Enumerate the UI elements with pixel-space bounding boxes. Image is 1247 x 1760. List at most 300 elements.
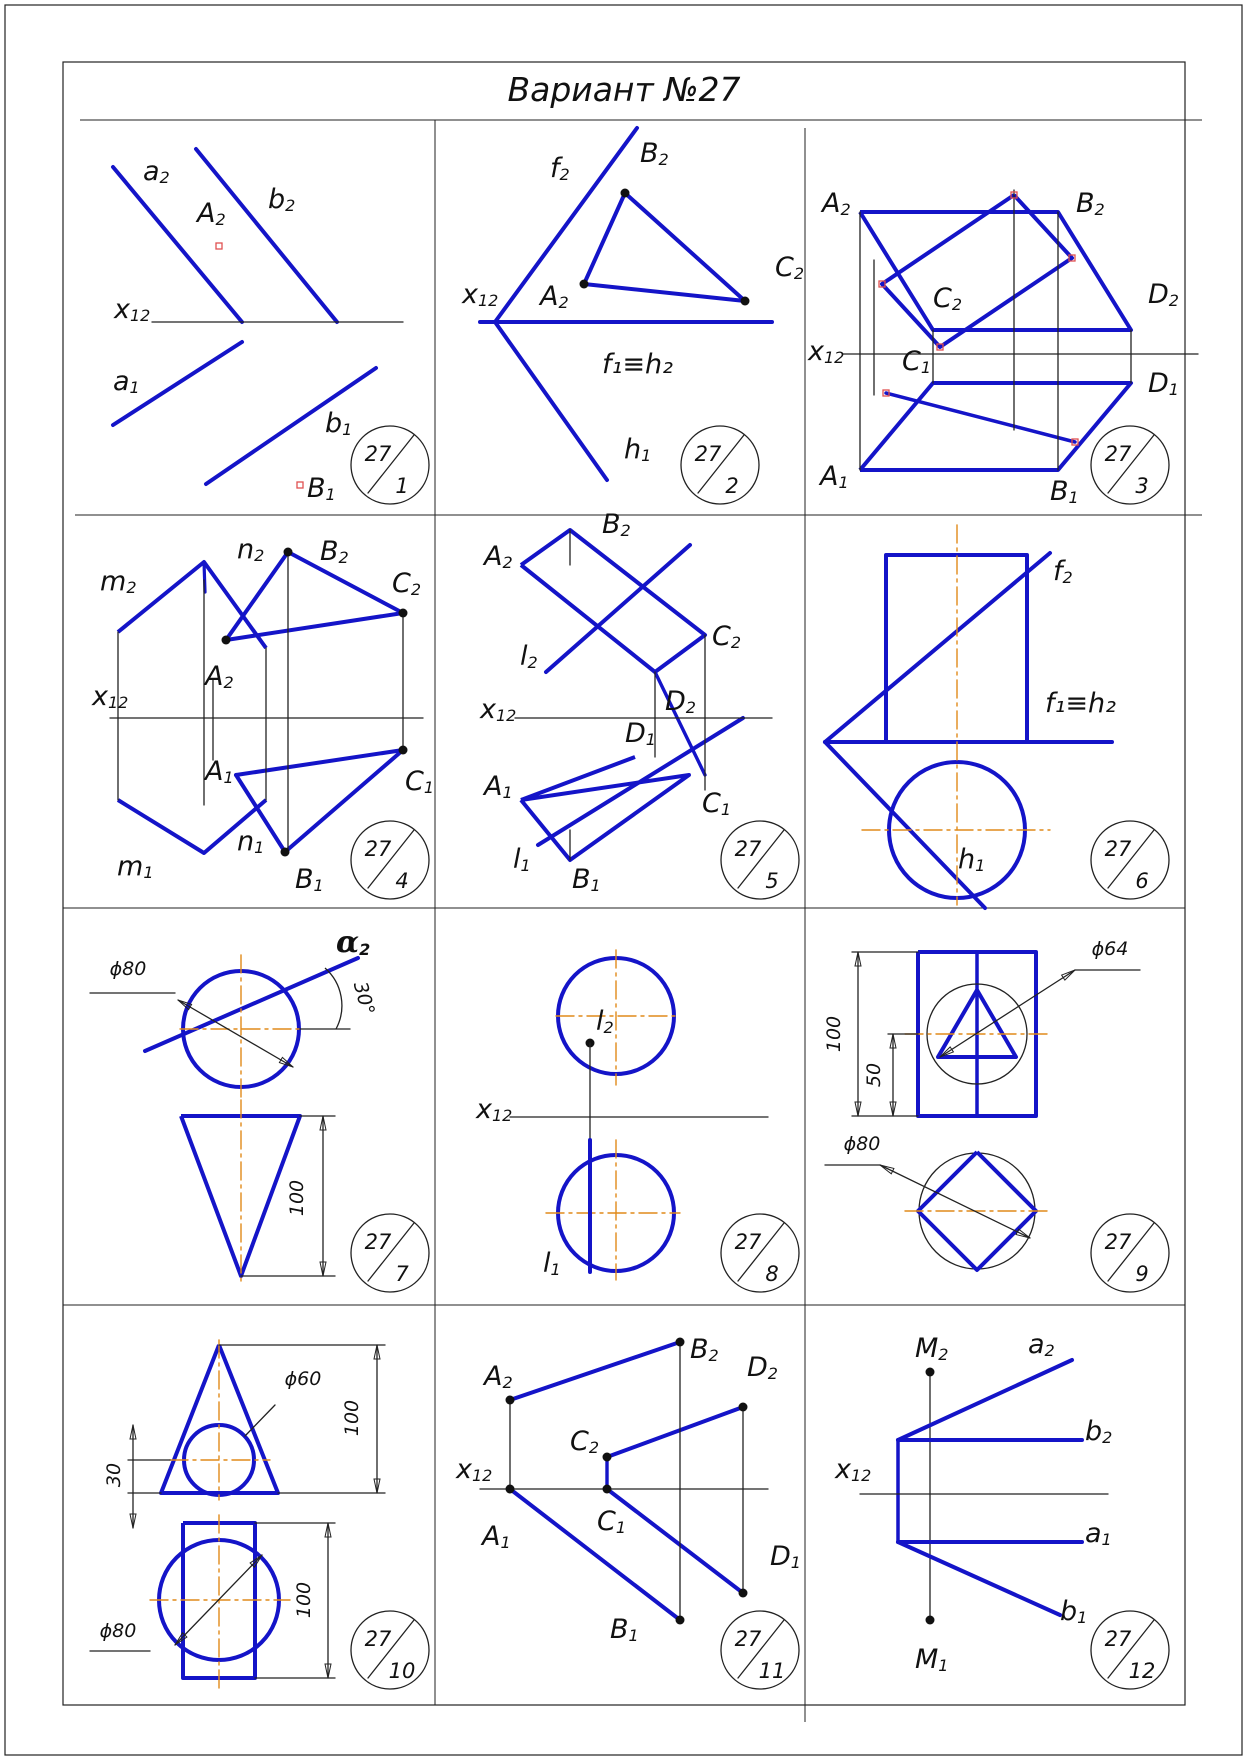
line-b2: [196, 149, 337, 322]
label-l1: [513, 844, 531, 875]
point-dot: [284, 548, 293, 557]
label-C2: [570, 1426, 599, 1457]
label-main: a: [143, 156, 160, 187]
label-subscript: 2: [1044, 1341, 1055, 1360]
line-diagonal-1: [886, 393, 1075, 442]
label-main: x: [480, 694, 496, 725]
line-m2-upper: [118, 562, 266, 648]
cell-6: [825, 525, 1169, 908]
label-subscript: 12: [477, 291, 499, 310]
label-main: h: [958, 844, 976, 875]
cell-10: [90, 1340, 429, 1690]
label-subscript: 12: [491, 1106, 513, 1125]
dimension-label-phi64: ϕ64: [1091, 938, 1129, 960]
line-a2: [898, 1360, 1072, 1440]
label-subscript: 2: [215, 210, 226, 229]
rect-ABCD-2: [521, 530, 705, 672]
label-A2: [195, 198, 226, 229]
label-h1: [624, 434, 651, 465]
label-subscript: 1: [938, 1656, 949, 1675]
label-main: f: [550, 153, 560, 184]
label-B1: [295, 864, 324, 895]
point-dot: [603, 1453, 612, 1462]
page-title: Вариант №27: [507, 70, 741, 109]
label-main: B: [602, 509, 621, 540]
angle-arc: [325, 968, 342, 1029]
label-subscript: 2: [730, 633, 742, 652]
label-main: B: [690, 1334, 709, 1365]
point-dot: [621, 189, 630, 198]
label-C1: [405, 766, 434, 797]
label-subscript: 1: [790, 1553, 801, 1572]
label-a2: [1028, 1329, 1055, 1360]
variant-stamp-4: [351, 821, 429, 899]
label-subscript: 2: [558, 293, 569, 312]
label-subscript: 2: [126, 578, 137, 597]
axis-label-x12: [834, 1454, 871, 1485]
label-main: B: [1050, 476, 1069, 507]
variant-stamp-1: [351, 426, 429, 504]
point-dot: [741, 297, 750, 306]
line-f2: [825, 553, 1050, 742]
point-dot: [399, 746, 408, 755]
label-l1: [543, 1248, 561, 1279]
label-main: A: [197, 198, 216, 229]
rect-rotated-2: [882, 195, 1072, 347]
label-main: h: [624, 434, 642, 465]
label-subscript: 12: [129, 306, 151, 325]
label-subscript: 1: [143, 863, 154, 882]
axis-label-x12: [807, 336, 844, 367]
label-subscript: 2: [588, 1438, 600, 1457]
stamp-variant: 27: [1104, 1627, 1132, 1651]
label-B1: [572, 864, 601, 895]
label-subscript: 1: [423, 778, 435, 797]
label-subscript: 2: [708, 1346, 719, 1365]
label-B1: [307, 473, 336, 504]
label-subscript: 1: [325, 485, 336, 504]
cell-7: [90, 925, 429, 1292]
stamp-number: 3: [1135, 474, 1149, 498]
label-main: l: [543, 1248, 551, 1279]
stamp-number: 1: [395, 474, 409, 498]
label-subscript: 2: [1168, 291, 1179, 310]
label-main: C: [775, 252, 794, 283]
variant-stamp-10: [351, 1611, 429, 1689]
point-dot: [281, 848, 290, 857]
line-n2: [226, 552, 288, 640]
cell-3: [807, 188, 1198, 507]
label-main: B: [640, 138, 659, 169]
stamp-number: 7: [395, 1262, 409, 1286]
label-subscript: 1: [641, 446, 652, 465]
label-alpha2: [336, 925, 370, 960]
label-l2: [520, 641, 538, 672]
triangle-ABC-2: [584, 193, 745, 301]
axis-label-x12: [113, 294, 150, 325]
arrow-head: [1016, 1229, 1030, 1238]
label-main: a: [1028, 1329, 1045, 1360]
label-subscript: 1: [502, 783, 513, 802]
variant-stamp-3: [1091, 426, 1169, 504]
label-main: B: [295, 864, 314, 895]
line-C2D2: [607, 1407, 743, 1457]
label-B2: [320, 536, 349, 567]
label-subscript: 1: [1068, 488, 1079, 507]
stamp-number: 5: [765, 869, 779, 893]
label-main: x: [92, 681, 108, 712]
dimension-label-d100: 100: [823, 1015, 845, 1053]
label-D2: [1148, 279, 1179, 310]
label-B2: [640, 138, 669, 169]
label-subscript: 2: [951, 295, 963, 314]
label-main: l: [520, 641, 528, 672]
label-subscript: 1: [520, 856, 531, 875]
label-C2: [775, 252, 804, 283]
label-f2: [1053, 556, 1073, 587]
label-main: M: [915, 1644, 939, 1675]
label-f1h2: [602, 349, 673, 380]
line-A2B2: [510, 1342, 680, 1400]
label-main: b: [1085, 1416, 1103, 1447]
label-subscript: 1: [342, 420, 353, 439]
label-D2: [665, 686, 696, 717]
label-f1h2: [1045, 688, 1116, 719]
arrow-head: [880, 1165, 894, 1174]
cell-2: [461, 128, 804, 504]
line-h1: [495, 322, 607, 480]
label-subscript: 2: [410, 580, 422, 599]
label-D1: [770, 1541, 801, 1572]
label-C1: [702, 788, 731, 819]
label-subscript: 12: [823, 348, 845, 367]
label-A2: [482, 541, 513, 572]
variant-stamp-11: [721, 1611, 799, 1689]
label-subscript: 2: [159, 168, 170, 187]
point-dot: [506, 1396, 515, 1405]
label-subscript: 2: [285, 196, 296, 215]
stamp-number: 9: [1135, 1262, 1149, 1286]
cell-1: [113, 149, 429, 504]
label-subscript: 12: [495, 706, 517, 725]
label-subscript: 1: [1168, 380, 1179, 399]
label-subscript: 2: [502, 553, 513, 572]
point-dot: [222, 636, 231, 645]
point-A2: [216, 243, 222, 249]
label-subscript: 1: [500, 1533, 511, 1552]
label-main: C: [712, 621, 731, 652]
dimension-label-d50: 50: [863, 1062, 885, 1088]
cell-5: [479, 509, 799, 899]
cell-9: [823, 938, 1169, 1292]
label-main: A: [540, 281, 559, 312]
label-b2: [1085, 1416, 1112, 1447]
label-main: A: [484, 541, 503, 572]
axis-label-x12: [475, 1094, 512, 1125]
label-C2: [933, 283, 962, 314]
label-main: α: [336, 925, 360, 960]
label-main: A: [484, 771, 503, 802]
label-main: C: [933, 283, 952, 314]
stamp-variant: 27: [734, 1230, 762, 1254]
dimension-label-phi60: ϕ60: [284, 1368, 322, 1390]
label-B2: [602, 509, 631, 540]
point-dot: [739, 1589, 748, 1598]
dimension-label-phi80: ϕ80: [99, 1620, 137, 1642]
label-main: b: [268, 184, 286, 215]
dimension-label-ang: 30°: [348, 979, 379, 1018]
label-subscript: 2: [658, 150, 669, 169]
stamp-number: 10: [388, 1659, 416, 1683]
point-dot: [676, 1616, 685, 1625]
label-C1: [597, 1506, 626, 1537]
label-main: f₁≡h₂: [602, 349, 673, 380]
label-B2: [1076, 188, 1105, 219]
line-A1B1: [510, 1489, 680, 1620]
point-M2: [926, 1368, 935, 1377]
dimension-label-phi80: ϕ80: [109, 958, 147, 980]
dimension-label-d100b: 100: [293, 1581, 315, 1619]
dimension-label-d100: 100: [286, 1179, 308, 1217]
label-main: f₁≡h₂: [1045, 688, 1116, 719]
label-main: x: [114, 294, 130, 325]
label-n2: [237, 534, 264, 565]
label-A1: [818, 461, 849, 492]
stamp-variant: 27: [1104, 442, 1132, 466]
label-B1: [610, 1614, 639, 1645]
label-a2: [143, 156, 170, 187]
label-subscript: 2: [685, 698, 696, 717]
label-main: x: [835, 1454, 851, 1485]
label-subscript: 1: [254, 838, 265, 857]
label-main: x: [808, 336, 824, 367]
label-main: m: [117, 851, 144, 882]
label-main: C: [392, 568, 411, 599]
variant-stamp-12: [1091, 1611, 1169, 1689]
variant-stamp-7: [351, 1214, 429, 1292]
label-subscript: 2: [527, 653, 538, 672]
label-A2: [482, 1361, 513, 1392]
stamp-variant: 27: [364, 1230, 392, 1254]
stamp-number: 12: [1128, 1659, 1156, 1683]
label-subscript: 2: [1062, 568, 1073, 587]
label-main: a: [113, 366, 130, 397]
label-subscript: 12: [850, 1466, 872, 1485]
label-B2: [690, 1334, 719, 1365]
stamp-number: 8: [765, 1262, 779, 1286]
label-f2: [550, 153, 570, 184]
point-dot: [399, 609, 408, 618]
label-main: A: [822, 188, 841, 219]
dimension-label-phi80: ϕ80: [843, 1133, 881, 1155]
label-C1: [902, 346, 931, 377]
line-b1: [898, 1542, 1060, 1615]
axis-label-x12: [461, 279, 498, 310]
stamp-variant: 27: [694, 442, 722, 466]
label-subscript: 2: [840, 200, 851, 219]
label-C2: [712, 621, 741, 652]
stamp-number: 2: [725, 474, 739, 498]
label-main: n: [237, 534, 255, 565]
label-main: x: [476, 1094, 492, 1125]
variant-stamp-5: [721, 821, 799, 899]
stamp-variant: 27: [364, 1627, 392, 1651]
label-main: b: [325, 408, 343, 439]
label-D1: [625, 718, 656, 749]
stamp-variant: 27: [364, 837, 392, 861]
label-l2: [596, 1006, 614, 1037]
label-main: B: [320, 536, 339, 567]
stamp-number: 4: [395, 869, 409, 893]
label-subscript: 12: [471, 1466, 493, 1485]
label-subscript: 1: [920, 358, 932, 377]
axis-label-x12: [479, 694, 516, 725]
label-subscript: 2: [223, 673, 234, 692]
point-dot: [603, 1485, 612, 1494]
variant-stamp-2: [681, 426, 759, 504]
cell-4: [91, 534, 434, 899]
label-subscript: 2: [559, 165, 570, 184]
label-subscript: 1: [223, 768, 234, 787]
label-main: A: [205, 661, 224, 692]
label-C2: [392, 568, 421, 599]
label-main: D: [625, 718, 646, 749]
stamp-number: 11: [758, 1659, 786, 1683]
label-subscript: 1: [129, 378, 140, 397]
cell-8: [475, 950, 799, 1292]
label-subscript: 1: [1101, 1530, 1112, 1549]
label-main: A: [484, 1361, 503, 1392]
label-main: l: [596, 1006, 604, 1037]
label-main: B: [610, 1614, 629, 1645]
label-main: x: [462, 279, 478, 310]
point-dot: [506, 1485, 515, 1494]
label-main: C: [405, 766, 424, 797]
label-main: A: [482, 1521, 501, 1552]
point-B1: [297, 482, 303, 488]
label-b1: [1060, 1596, 1087, 1627]
label-b1: [325, 408, 352, 439]
label-A2: [538, 281, 569, 312]
label-main: C: [570, 1426, 589, 1457]
label-a1: [1085, 1518, 1112, 1549]
label-D1: [1148, 368, 1179, 399]
label-b2: [268, 184, 295, 215]
label-subscript: 1: [615, 1518, 627, 1537]
label-subscript: 1: [313, 876, 324, 895]
axis-label-x12: [91, 681, 128, 712]
label-main: n: [237, 826, 255, 857]
label-m2: [100, 566, 137, 597]
label-main: A: [820, 461, 839, 492]
label-a1: [113, 366, 140, 397]
label-subscript: 2: [603, 1018, 614, 1037]
label-m1: [117, 851, 154, 882]
label-main: M: [915, 1333, 939, 1364]
stamp-variant: 27: [1104, 1230, 1132, 1254]
cell-11: [455, 1334, 801, 1689]
stamp-number: 6: [1135, 869, 1149, 893]
stamp-variant: 27: [734, 1627, 762, 1651]
label-subscript: 2: [938, 1345, 949, 1364]
label-subscript: 1: [590, 876, 601, 895]
stamp-variant: 27: [364, 442, 392, 466]
label-M1: [915, 1644, 948, 1675]
label-main: C: [902, 346, 921, 377]
label-subscript: 2: [1094, 200, 1105, 219]
label-subscript: 2: [1102, 1428, 1113, 1447]
label-subscript: 12: [107, 693, 129, 712]
label-main: b: [1060, 1596, 1078, 1627]
label-main: B: [307, 473, 326, 504]
label-M2: [915, 1333, 948, 1364]
label-subscript: 2: [338, 548, 349, 567]
label-main: a: [1085, 1518, 1102, 1549]
label-main: D: [665, 686, 686, 717]
label-subscript: 1: [645, 730, 656, 749]
label-subscript: 2: [620, 521, 631, 540]
axis-label-x12: [455, 1454, 492, 1485]
dimension-label-d100a: 100: [341, 1399, 363, 1437]
label-subscript: 1: [720, 800, 732, 819]
label-main: B: [1076, 188, 1095, 219]
label-main: l: [513, 844, 521, 875]
label-n1: [237, 826, 264, 857]
label-A1: [482, 771, 513, 802]
label-subscript: 2: [793, 264, 805, 283]
point-dot: [739, 1403, 748, 1412]
label-D2: [747, 1352, 778, 1383]
point-M1: [926, 1616, 935, 1625]
label-subscript: 2: [359, 940, 371, 959]
label-main: C: [597, 1506, 616, 1537]
label-subscript: 1: [975, 856, 986, 875]
label-main: D: [1148, 279, 1169, 310]
label-subscript: 2: [254, 546, 265, 565]
label-main: B: [572, 864, 591, 895]
label-main: D: [747, 1352, 768, 1383]
label-main: f: [1053, 556, 1063, 587]
label-B1: [1050, 476, 1079, 507]
label-main: x: [456, 1454, 472, 1485]
label-A2: [820, 188, 851, 219]
dimension-label-d30: 30: [103, 1462, 125, 1488]
line-h1: [825, 742, 985, 908]
label-subscript: 2: [502, 1373, 513, 1392]
label-main: D: [770, 1541, 791, 1572]
variant-stamp-9: [1091, 1214, 1169, 1292]
label-subscript: 2: [767, 1364, 778, 1383]
problem-cells: [90, 128, 1198, 1690]
label-subscript: 1: [1077, 1608, 1088, 1627]
label-subscript: 1: [628, 1626, 639, 1645]
variant-stamp-8: [721, 1214, 799, 1292]
label-main: D: [1148, 368, 1169, 399]
quad-ABC-1: [521, 775, 689, 860]
stamp-variant: 27: [1104, 837, 1132, 861]
point-dot: [676, 1338, 685, 1347]
label-A1: [480, 1521, 511, 1552]
label-subscript: 1: [838, 473, 849, 492]
label-subscript: 1: [550, 1260, 561, 1279]
point-dot: [580, 280, 589, 289]
label-main: m: [100, 566, 127, 597]
stamp-variant: 27: [734, 837, 762, 861]
variant-stamp-6: [1091, 821, 1169, 899]
label-main: C: [702, 788, 721, 819]
label-A2: [203, 661, 234, 692]
cell-12: [834, 1329, 1169, 1689]
